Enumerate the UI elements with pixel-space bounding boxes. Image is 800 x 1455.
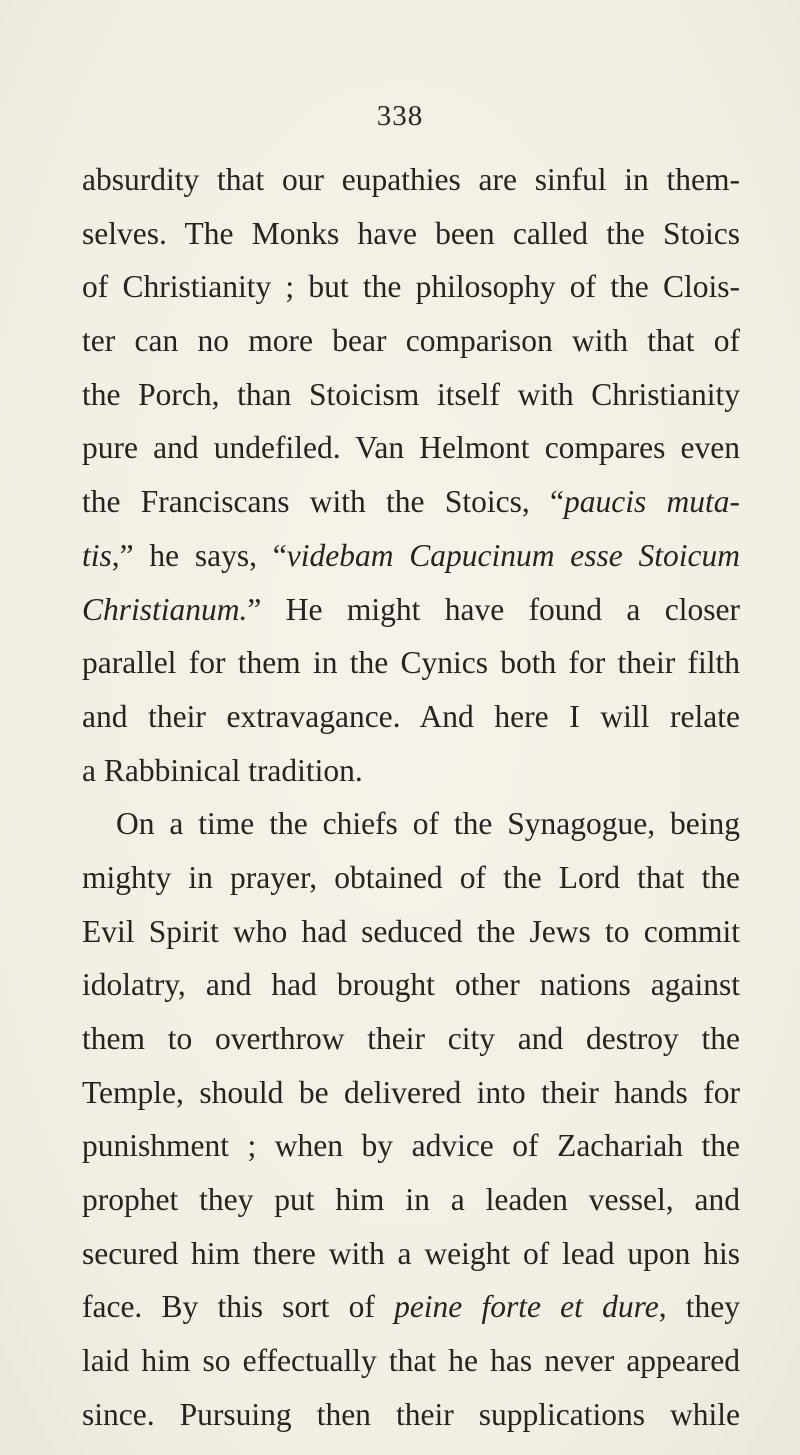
text-line: absurdity that our eupathies are sinful in them- xyxy=(82,162,740,197)
text-line: a Rabbinical tradition. xyxy=(82,752,363,788)
body-text xyxy=(82,153,740,1442)
text-line: face. By this sort of peine forte et dure, they xyxy=(82,1289,741,1325)
text-line: pure and undefiled. Van Helmont compares even xyxy=(82,430,740,466)
text-line: and their extravagance. And here I will relate xyxy=(82,698,740,734)
text-line: the Porch, than Stoicism itself with Christianity xyxy=(82,376,740,412)
italic-phrase: videbam Capucinum esse Stoicum xyxy=(286,537,740,573)
text-line: tis,” he says, “videbam Capucinum esse Stoicum xyxy=(82,537,740,573)
text-line: laid him so effectually that he has never appeared xyxy=(82,1343,740,1379)
text-line: mighty in prayer, obtained of the Lord that the xyxy=(82,859,740,895)
text-line: of Christianity ; but the philosophy of the Clois- xyxy=(82,269,740,305)
text-line: Christianum.” He might have found a closer xyxy=(82,591,740,627)
text-line: Temple, should be delivered into their hands for xyxy=(82,1074,740,1110)
italic-phrase: tis xyxy=(82,537,112,573)
text-line: prophet they put him in a leaden vessel, and xyxy=(82,1182,740,1218)
italic-phrase: peine forte et dure xyxy=(394,1289,659,1325)
italic-phrase: Christianum. xyxy=(82,591,248,627)
text-line: secured him there with a weight of lead upon his xyxy=(82,1235,740,1271)
text-line: punishment ; when by advice of Zachariah the xyxy=(82,1128,740,1164)
text-line: the Franciscans with the Stoics, “paucis muta- xyxy=(82,484,741,520)
text-line: idolatry, and had brought other nations against xyxy=(82,967,740,1003)
text-line: On a time the chiefs of the Synagogue, being xyxy=(116,806,740,842)
text-line: parallel for them in the Cynics both for their filth xyxy=(82,645,740,681)
text-line: since. Pursuing then their supplications while xyxy=(82,1396,740,1432)
text-line: Evil Spirit who had seduced the Jews to commit xyxy=(82,913,740,949)
text-line: them to overthrow their city and destroy the xyxy=(82,1021,740,1056)
text-line: ter can no more bear comparison with that of xyxy=(82,323,740,359)
page-number: 338 xyxy=(376,100,424,132)
italic-phrase: paucis muta- xyxy=(563,484,741,520)
text-line: selves. The Monks have been called the Stoics xyxy=(82,215,740,251)
